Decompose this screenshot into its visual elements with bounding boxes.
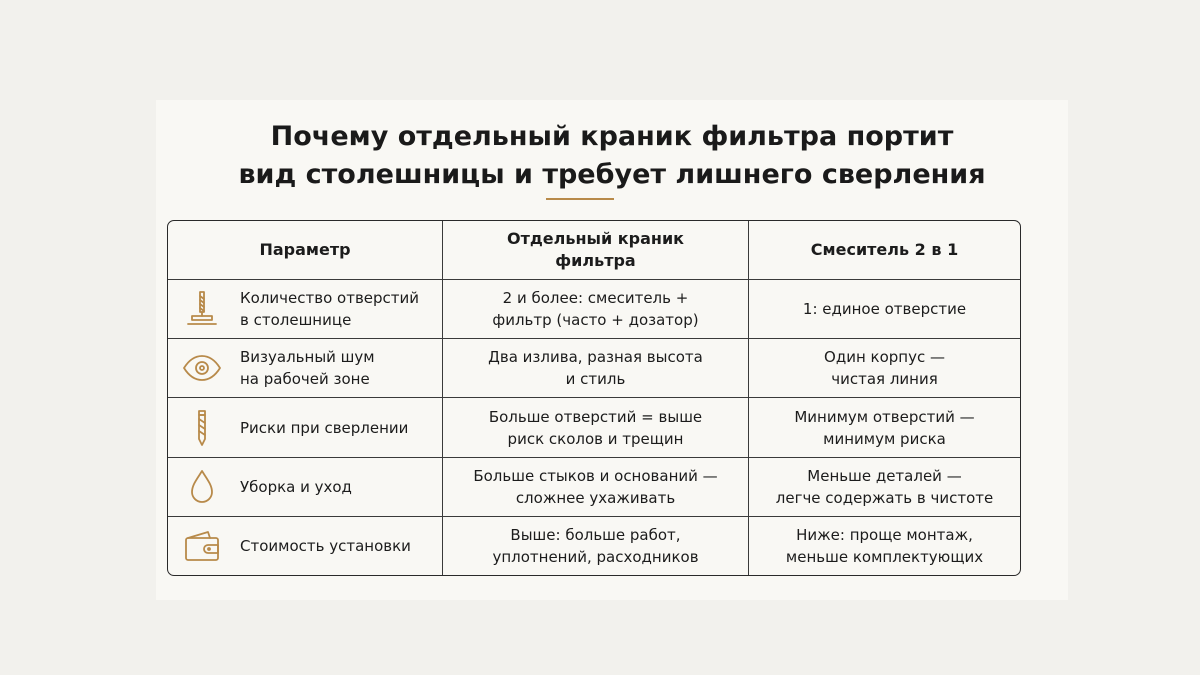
param-label: Уборка и уход [240,477,352,496]
water-drop-icon [180,467,224,507]
separate-value: Два излива, разная высота и стиль [443,339,749,398]
combo-value: Минимум отверстий — минимум риска [749,398,1020,457]
drill-countertop-icon [180,289,224,329]
param-label: Количество отверстий в столешнице [240,289,420,330]
separate-value: 2 и более: смеситель + фильтр (часто + дозатор) [443,280,749,339]
drill-bit-icon [180,408,224,448]
table-row [168,517,1020,575]
param-label: Риски при сверлении [240,418,409,437]
param-label: Визуальный шум на рабочей зоне [240,348,375,389]
header-combo-mixer: Смеситель 2 в 1 [749,221,1020,280]
page-title [156,118,1068,194]
title-line-2: вид столешницы и требует лишнего сверления [238,159,986,190]
title-line-1: Почему отдельный краник фильтра портит [270,121,954,152]
comparison-table [167,220,1021,576]
combo-value: 1: единое отверстие [749,280,1020,339]
combo-value: Меньше деталей — легче содержать в чистоте [749,458,1020,517]
separate-value: Больше стыков и оснований — сложнее ухаживать [443,458,749,517]
param-cell [168,398,443,457]
comparison-card [156,100,1068,600]
combo-value: Ниже: проще монтаж, меньше комплектующих [785,525,984,566]
param-cell [168,458,443,517]
table-header-row [168,221,1020,280]
separate-value: Выше: больше работ, уплотнений, расходников [443,517,749,575]
header-separate-faucet: Отдельный краник фильтра [443,221,749,280]
combo-value: Один корпус — чистая линия [749,339,1020,398]
separate-value: Больше отверстий = выше риск сколов и трещин [443,398,749,457]
param-label: Стоимость установки [240,536,411,555]
table-row [168,280,1020,339]
wallet-icon [180,526,224,566]
param-cell [168,280,443,339]
param-cell [168,339,443,398]
table-row [168,398,1020,457]
title-underline [546,198,614,200]
table-row [168,339,1020,398]
param-cell [168,517,443,575]
eye-icon [180,348,224,388]
header-parameter: Параметр [168,221,443,280]
table-row [168,458,1020,517]
